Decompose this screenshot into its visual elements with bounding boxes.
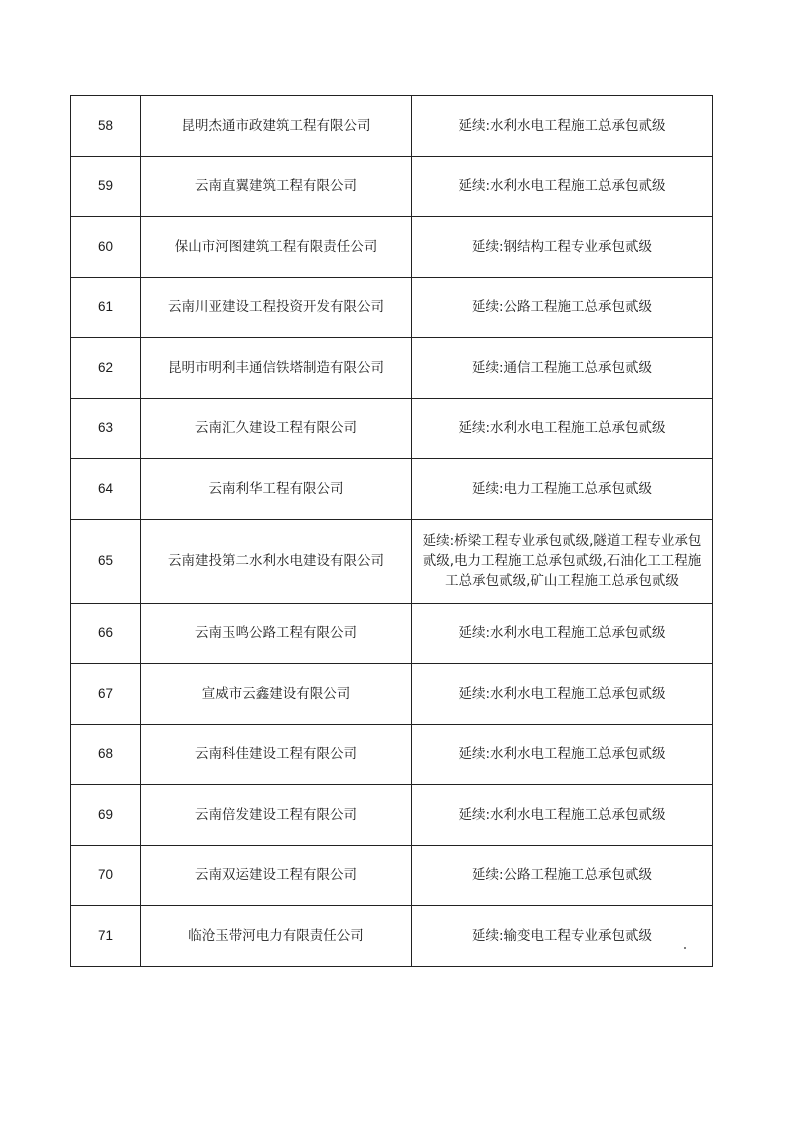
- row-number: 71: [71, 906, 141, 967]
- company-name: 云南科佳建设工程有限公司: [141, 724, 412, 785]
- company-name: 云南玉鸣公路工程有限公司: [141, 603, 412, 664]
- row-number: 70: [71, 845, 141, 906]
- row-number: 64: [71, 459, 141, 520]
- company-name: 云南汇久建设工程有限公司: [141, 398, 412, 459]
- row-number: 58: [71, 96, 141, 157]
- table-body: [71, 96, 713, 967]
- qualification-scope: 延续:水利水电工程施工总承包贰级: [412, 664, 713, 725]
- row-number: 63: [71, 398, 141, 459]
- scan-speck: [684, 947, 686, 949]
- qualification-scope: 延续:公路工程施工总承包贰级: [412, 277, 713, 338]
- qualification-scope: 延续:水利水电工程施工总承包贰级: [412, 156, 713, 217]
- row-number: 60: [71, 217, 141, 278]
- company-name: 云南利华工程有限公司: [141, 459, 412, 520]
- row-number: 69: [71, 785, 141, 846]
- row-number: 61: [71, 277, 141, 338]
- table-row: [71, 338, 713, 399]
- table-row: [71, 724, 713, 785]
- qualification-scope: 延续:水利水电工程施工总承包贰级: [412, 96, 713, 157]
- company-name: 昆明市明利丰通信铁塔制造有限公司: [141, 338, 412, 399]
- qualification-scope: 延续:水利水电工程施工总承包贰级: [412, 603, 713, 664]
- company-name: 云南川亚建设工程投资开发有限公司: [141, 277, 412, 338]
- row-number: 68: [71, 724, 141, 785]
- row-number: 66: [71, 603, 141, 664]
- company-name: 云南建投第二水利水电建设有限公司: [141, 519, 412, 603]
- table-row: [71, 664, 713, 725]
- qualification-scope: 延续:输变电工程专业承包贰级: [412, 906, 713, 967]
- company-name: 宣威市云鑫建设有限公司: [141, 664, 412, 725]
- company-name: 保山市河图建筑工程有限责任公司: [141, 217, 412, 278]
- company-name: 云南双运建设工程有限公司: [141, 845, 412, 906]
- table-row: [71, 785, 713, 846]
- row-number: 65: [71, 519, 141, 603]
- company-name: 临沧玉带河电力有限责任公司: [141, 906, 412, 967]
- qualification-scope: 延续:公路工程施工总承包贰级: [412, 845, 713, 906]
- table-row: [71, 603, 713, 664]
- table-row: [71, 156, 713, 217]
- table-row: [71, 217, 713, 278]
- table-row: [71, 277, 713, 338]
- table-row: [71, 906, 713, 967]
- table-row: [71, 459, 713, 520]
- qualification-scope: 延续:水利水电工程施工总承包贰级: [412, 724, 713, 785]
- qualification-scope: 延续:钢结构工程专业承包贰级: [412, 217, 713, 278]
- row-number: 62: [71, 338, 141, 399]
- company-name: 云南直翼建筑工程有限公司: [141, 156, 412, 217]
- row-number: 67: [71, 664, 141, 725]
- qualification-scope: 延续:水利水电工程施工总承包贰级: [412, 398, 713, 459]
- table-row: [71, 96, 713, 157]
- qualification-scope: 延续:通信工程施工总承包贰级: [412, 338, 713, 399]
- row-number: 59: [71, 156, 141, 217]
- qualification-scope: 延续:水利水电工程施工总承包贰级: [412, 785, 713, 846]
- table-row: [71, 398, 713, 459]
- company-name: 昆明杰通市政建筑工程有限公司: [141, 96, 412, 157]
- table-row: [71, 845, 713, 906]
- qualification-table: [70, 95, 713, 967]
- qualification-scope: 延续:桥梁工程专业承包贰级,隧道工程专业承包贰级,电力工程施工总承包贰级,石油化工工程施工总承包贰级,矿山工程施工总承包贰级: [412, 519, 713, 603]
- company-name: 云南倍发建设工程有限公司: [141, 785, 412, 846]
- table-row: [71, 519, 713, 603]
- qualification-scope: 延续:电力工程施工总承包贰级: [412, 459, 713, 520]
